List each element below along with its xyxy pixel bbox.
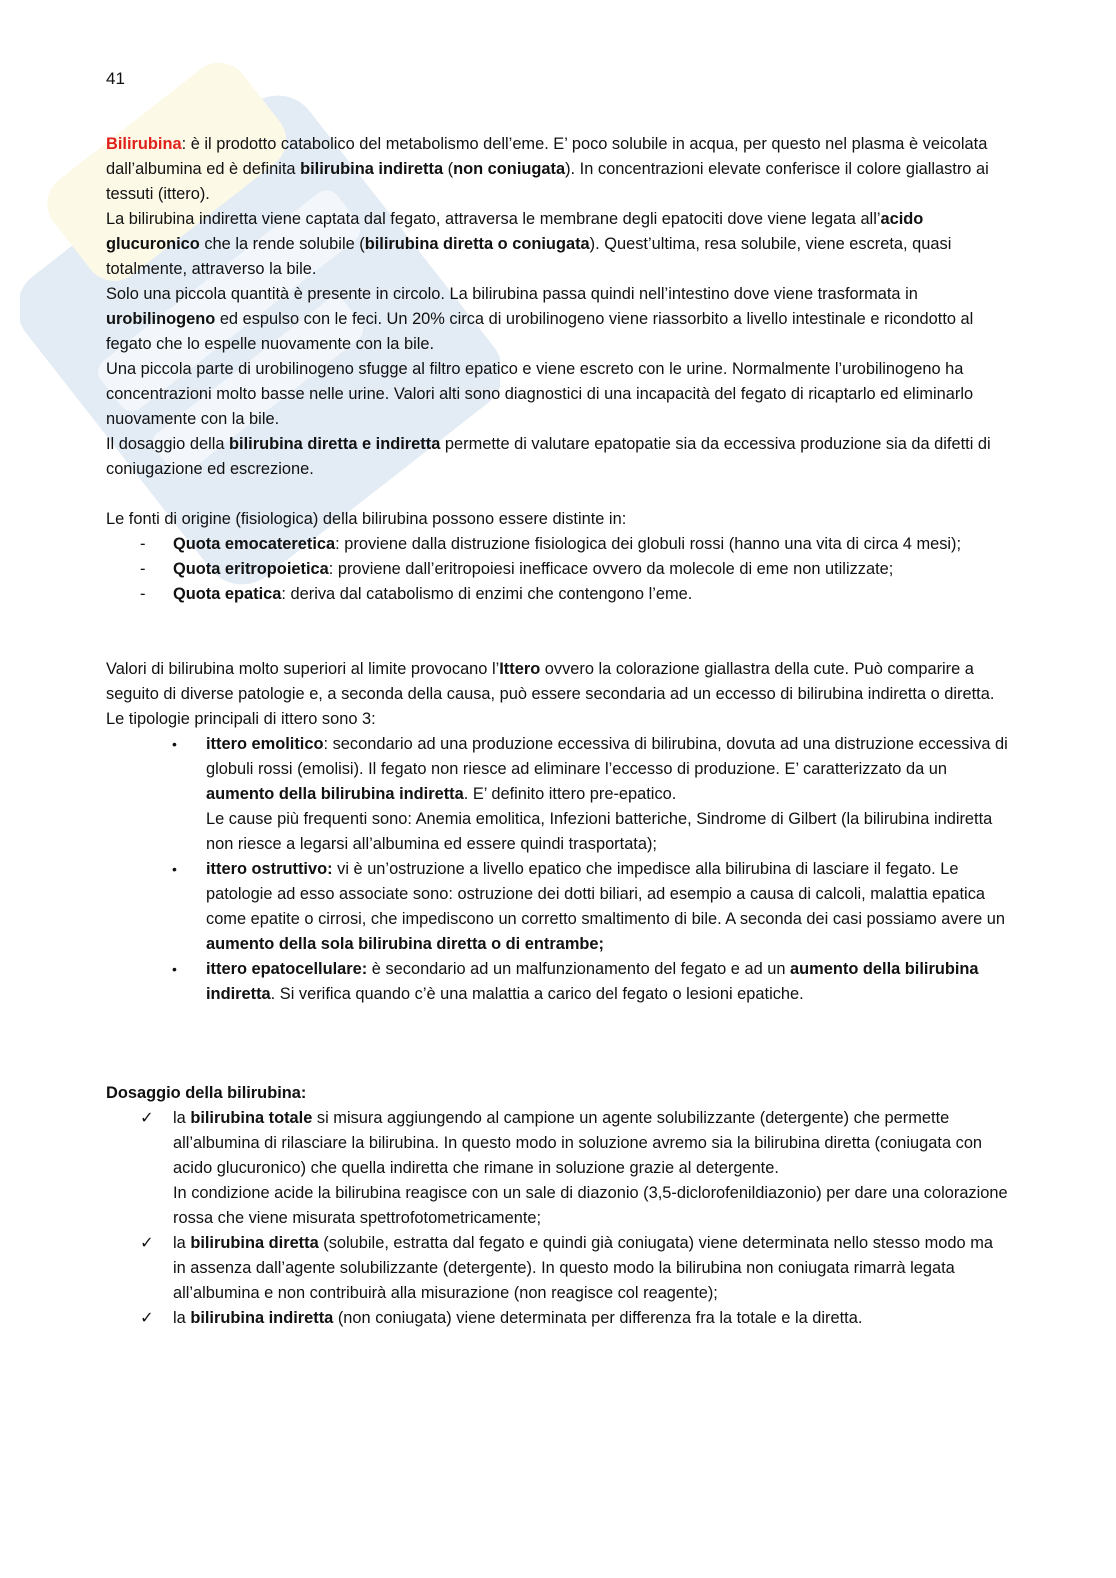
ittero-types-list <box>106 732 1008 1007</box>
paragraph-bilirubina-definition: Bilirubina: è il prodotto catabolico del metabolismo dell’eme. E’ poco solubile in acqua, per questo nel plasma è veicolata dall’albumina ed è definita bilirubina indiretta (non coniugata). In concentrazioni elevate conferisce il colore giallastro ai tessuti (ittero). <box>106 135 989 203</box>
list-item: - Quota epatica: deriva dal catabolismo di enzimi che contengono l’eme. <box>106 582 1008 607</box>
list-item-bilirubina-diretta: ✓ la bilirubina diretta (solubile, estratta dal fegato e quindi già coniugata) viene determinata nello stesso modo ma in assenza dall’agente solubilizzante (detergente). In questo modo la bilirubina non coniugata rimarrà legata all’albumina e non contribuirà alla misurazione (non reagisce col reagente); <box>106 1231 1008 1306</box>
intro-section <box>106 132 1008 482</box>
bullet-icon: • <box>172 736 177 752</box>
list-item-ittero-emolitico: • ittero emolitico: secondario ad una produzione eccessiva di bilirubina, dovuta ad una distruzione eccessiva di globuli rossi (emolisi). Il fegato non riesce ad eliminare l’eccesso di produzione. E’ caratterizzato da un aumento della bilirubina indiretta. E’ definito ittero pre-epatico. Le cause più frequenti sono: Anemia emolitica, Infezioni batteriche, Sindrome di Gilbert (la bilirubina indiretta non riesce a legarsi all’albumina ed essere quindi trasportata); <box>106 732 1008 857</box>
page-number: 41 <box>106 69 125 88</box>
dosaggio-list <box>106 1106 1008 1331</box>
bullet-icon: • <box>172 961 177 977</box>
list-item-bilirubina-indiretta: ✓ la bilirubina indiretta (non coniugata) viene determinata per differenza fra la totale e la diretta. <box>106 1306 1008 1331</box>
checkmark-icon: ✓ <box>140 1309 154 1327</box>
list-item: - Quota emocateretica: proviene dalla distruzione fisiologica dei globuli rossi (hanno una vita di circa 4 mesi); <box>106 532 1008 557</box>
list-item-ittero-epatocellulare: • ittero epatocellulare: è secondario ad un malfunzionamento del fegato e ad un aumento della bilirubina indiretta. Si verifica quando c’è una malattia a carico del fegato o lesioni epatiche. <box>106 957 1008 1007</box>
diazonio-reaction-note: In condizione acide la bilirubina reagisce con un sale di diazonio (3,5-diclorofenildiazonio) per dare una colorazione rossa che viene misurata spettrofotometricamente; <box>173 1184 1008 1227</box>
checkmark-icon: ✓ <box>140 1109 154 1127</box>
list-item: - Quota eritropoietica: proviene dall’eritropoiesi inefficace ovvero da molecole di eme non utilizzate; <box>106 557 1008 582</box>
dosaggio-heading: Dosaggio della bilirubina: <box>106 1084 307 1102</box>
paragraph-intestine: Solo una piccola quantità è presente in circolo. La bilirubina passa quindi nell’intestino dove viene trasformata in urobilinogeno ed espulso con le feci. Un 20% circa di urobilinogeno viene riassorbito a livello intestinale e ricondotto al fegato che lo espelle nuovamente con la bile. <box>106 285 974 353</box>
list-item-bilirubina-totale: ✓ la bilirubina totale si misura aggiungendo al campione un agente solubilizzante (detergente) che permette all’albumina di rilasciare la bilirubina. In questo modo in soluzione avremo sia la bilirubina diretta (coniugata con acido glucuronico) che quella indiretta che rimane in soluzione grazie al detergente. In condizione acide la bilirubina reagisce con un sale di diazonio (3,5-diclorofenildiazonio) per dare una colorazione rossa che viene misurata spettrofotometricamente; <box>106 1106 1008 1231</box>
list-item-ittero-ostruttivo: • ittero ostruttivo: vi è un’ostruzione a livello epatico che impedisce alla bilirubina di lasciare il fegato. Le patologie ad esso associate sono: ostruzione dei dotti biliari, ad esempio a causa di calcoli, malattia epatica come epatite o cirrosi, che impediscono un corretto smaltimento di bile. A seconda dei casi possiamo avere un aumento della sola bilirubina diretta o di entrambe; <box>106 857 1008 957</box>
document-body <box>106 132 1008 1331</box>
paragraph-urine: Una piccola parte di urobilinogeno sfugge al filtro epatico e viene escreto con le urine. Normalmente l’urobilinogeno ha concentrazioni molto basse nelle urine. Valori alti sono diagnostici di una incapacità del fegato di ricaptarlo ed eliminarlo nuovamente con la bile. <box>106 360 974 428</box>
bullet-icon: • <box>172 861 177 877</box>
ittero-intro: Valori di bilirubina molto superiori al limite provocano l’Ittero ovvero la colorazione giallastra della cute. Può comparire a seguito di diverse patologie e, a seconda della causa, può essere secondaria ad un eccesso di bilirubina indiretta o diretta. Le tipologie principali di ittero sono 3: <box>106 660 995 728</box>
bilirubina-term: Bilirubina <box>106 135 182 153</box>
ittero-emolitico-causes: Le cause più frequenti sono: Anemia emolitica, Infezioni batteriche, Sindrome di Gilbert (la bilirubina indiretta non riesce a legarsi all’albumina ed essere quindi trasportata); <box>206 810 993 853</box>
paragraph-hepatic-uptake: La bilirubina indiretta viene captata dal fegato, attraversa le membrane degli epatociti dove viene legata all’acido glucuronico che la rende solubile (bilirubina diretta o coniugata). Quest’ultima, resa solubile, viene escreta, quasi totalmente, attraverso la bile. <box>106 210 952 278</box>
checkmark-icon: ✓ <box>140 1234 154 1252</box>
sources-list <box>106 532 1008 607</box>
sources-intro: Le fonti di origine (fisiologica) della bilirubina possono essere distinte in: <box>106 510 627 528</box>
paragraph-dosage-purpose: Il dosaggio della bilirubina diretta e indiretta permette di valutare epatopatie sia da eccessiva produzione sia da difetti di coniugazione ed escrezione. <box>106 435 991 478</box>
